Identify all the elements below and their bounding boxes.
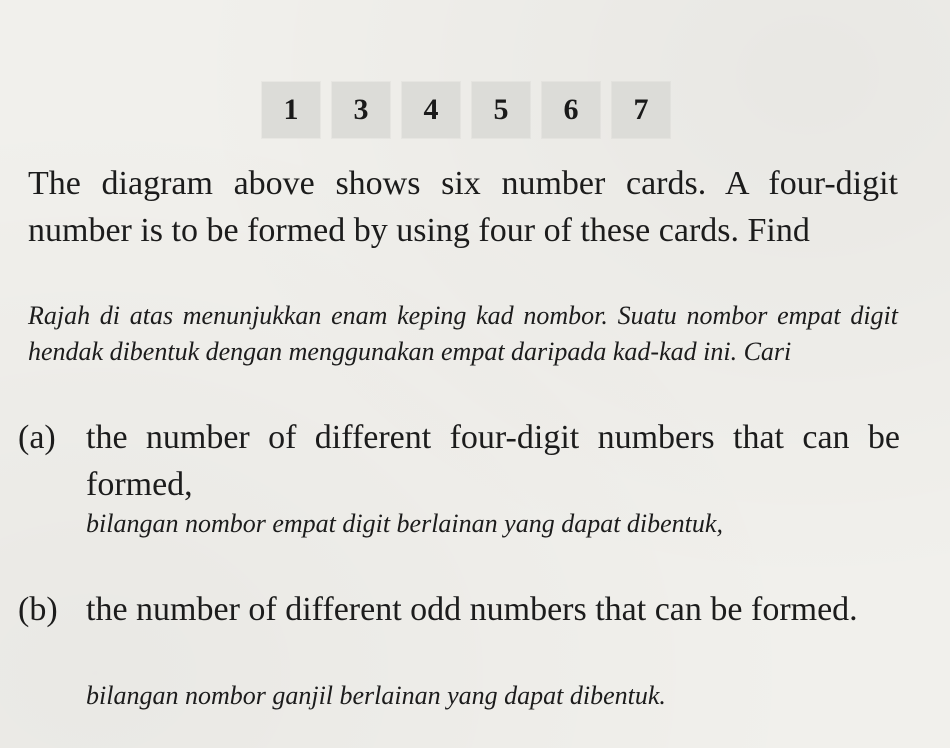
question-text-malay: Rajah di atas menunjukkan enam keping kad nombor. Suatu nombor empat digit hendak dibentuk dengan menggunakan empat daripada kad-kad ini. Cari: [28, 301, 898, 366]
question-text-english: The diagram above shows six number cards. A four-digit number is to be formed by using four of these cards. Find: [28, 165, 898, 249]
number-cards: [262, 82, 670, 138]
part-text-malay: bilangan nombor empat digit berlainan yang dapat dibentuk,: [86, 509, 723, 538]
number-card: 1: [262, 82, 320, 138]
part-label: (b): [18, 591, 58, 628]
number-card: 5: [472, 82, 530, 138]
number-card: 6: [542, 82, 600, 138]
number-card: 4: [402, 82, 460, 138]
part-text-malay: bilangan nombor ganjil berlainan yang dapat dibentuk.: [86, 681, 666, 710]
part-text-english: the number of different odd numbers that can be formed.: [86, 591, 858, 628]
part-text-english: the number of different four-digit numbers that can be formed,: [86, 419, 900, 503]
number-card: 3: [332, 82, 390, 138]
part-label: (a): [18, 419, 56, 456]
number-card: 7: [612, 82, 670, 138]
